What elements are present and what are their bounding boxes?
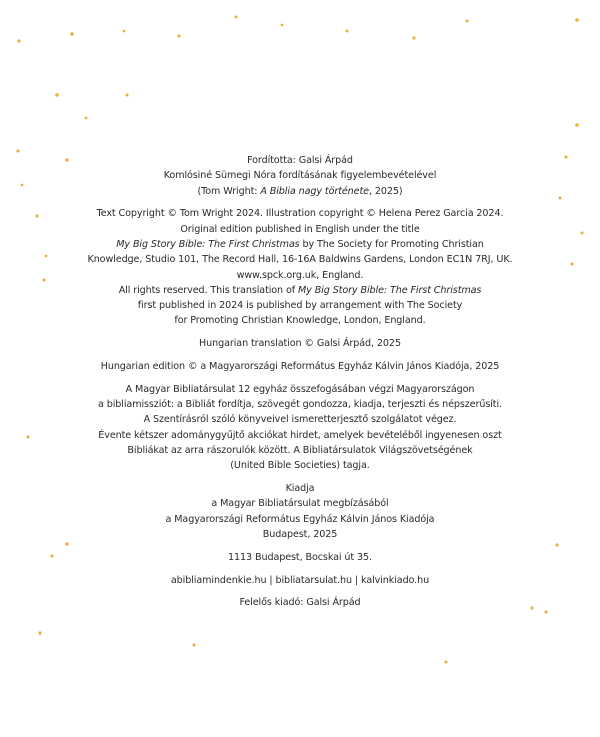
publisher-name: by The Society for Promoting Christian — [299, 238, 484, 250]
bible-society-line-3: A Szentírásról szóló könyveivel ismeretterjesztő szolgálatot végez. — [143, 414, 457, 426]
hungarian-translation-block — [40, 336, 560, 351]
bible-society-block — [40, 382, 560, 474]
source-line — [40, 184, 560, 199]
responsible-publisher: Felelős kiadó: Galsi Árpád — [239, 597, 361, 609]
publisher-line-2: a Magyar Bibliatársulat megbízásából — [211, 498, 389, 510]
rights-prefix: All rights reserved. This translation of — [118, 284, 298, 296]
copyright-line-8: for Promoting Christian Knowledge, London, England. — [174, 315, 426, 327]
websites: abibliamindenkie.hu | bibliatarsulat.hu | kalvinkiado.hu — [170, 574, 430, 586]
source-prefix: (Tom Wright: — [197, 185, 261, 197]
translation-title: My Big Story Bible: The First Christmas — [298, 284, 482, 296]
source-title: A Biblia nagy története — [260, 185, 369, 197]
publisher-line-3: a Magyarországi Református Egyház Kálvin János Kiadója — [165, 513, 435, 525]
copyright-line-4: Knowledge, Studio 101, The Record Hall, 16-16A Baldwins Gardens, London EC1N 7RJ, UK. — [87, 254, 513, 266]
copyright-line-2: Original edition published in English under the title — [180, 223, 420, 235]
original-title: My Big Story Bible: The First Christmas — [116, 238, 300, 250]
credits-block — [40, 153, 560, 199]
hungarian-edition: Hungarian edition © a Magyarországi Református Egyház Kálvin János Kiadója, 2025 — [100, 361, 500, 373]
publisher-line-4: Budapest, 2025 — [262, 529, 338, 541]
publisher-block — [40, 481, 560, 542]
publisher-line-1: Kiadja — [285, 483, 315, 495]
copyright-line-6 — [40, 283, 560, 298]
address: 1113 Budapest, Bocskai út 35. — [228, 551, 372, 563]
websites-block — [40, 573, 560, 588]
copyright-line-3 — [40, 237, 560, 252]
translator-line: Fordította: Galsi Árpád — [247, 155, 353, 166]
copyright-block — [40, 206, 560, 328]
source-suffix: , 2025) — [368, 185, 403, 197]
responsible-publisher-block — [40, 595, 560, 610]
reference-line: Komlósiné Sümegi Nóra fordításának figyelembevételével — [163, 170, 437, 182]
bible-society-line-1: A Magyar Bibliatársulat 12 egyház összefogásában végzi Magyarországon — [125, 383, 475, 395]
hungarian-translation: Hungarian translation © Galsi Árpád, 2025 — [199, 338, 401, 350]
address-block — [40, 550, 560, 565]
copyright-line-1: Text Copyright © Tom Wright 2024. Illustration copyright © Helena Perez Garcia 2024. — [96, 208, 504, 220]
copyright-line-7: first published in 2024 is published by arrangement with The Society — [137, 300, 463, 312]
copyright-line-5: www.spck.org.uk, England. — [236, 269, 364, 281]
bible-society-line-6: (United Bible Societies) tagja. — [230, 460, 370, 472]
bible-society-line-4: Évente kétszer adománygyűjtő akciókat hirdet, amelyek bevételéből ingyenesen oszt — [98, 429, 502, 441]
imprint-text — [40, 153, 560, 618]
bible-society-line-2: a bibliamissziót: a Bibliát fordítja, szövegét gondozza, kiadja, terjeszti és népszerűsíti. — [98, 399, 502, 411]
bible-society-line-5: Bibliákat az arra rászorulók között. A Bibliatársulatok Világszövetségének — [127, 445, 473, 457]
hungarian-edition-block — [40, 359, 560, 374]
